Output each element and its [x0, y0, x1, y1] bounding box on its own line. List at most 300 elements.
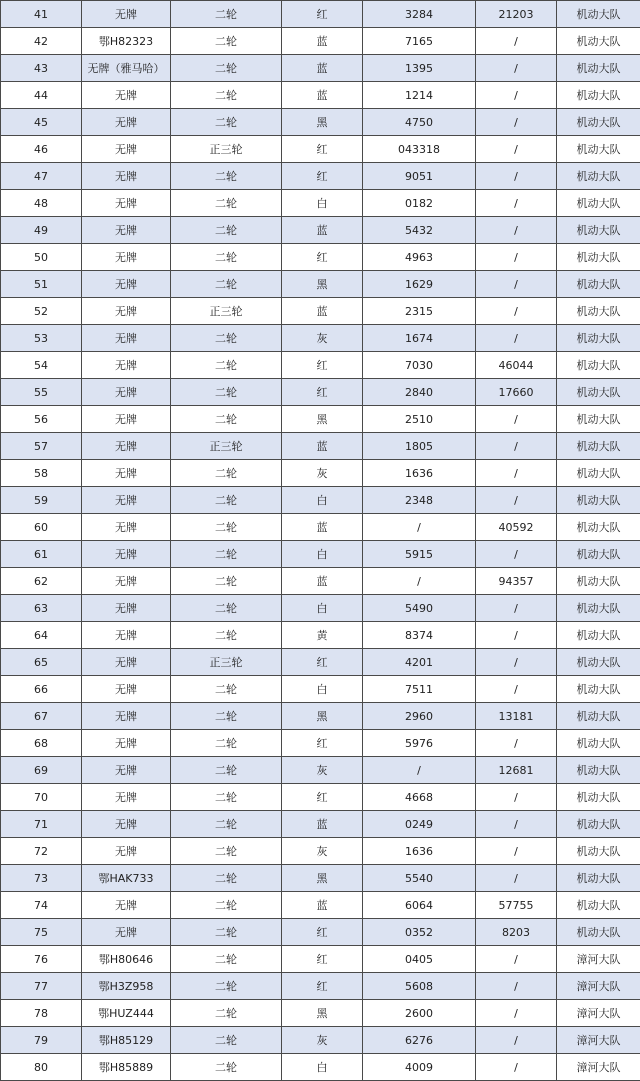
plate-number-cell: 无牌 [82, 838, 171, 865]
vehicle-color-cell: 蓝 [282, 568, 363, 595]
frame-number-cell: / [476, 163, 557, 190]
table-row [1, 568, 640, 595]
table-row [1, 271, 640, 298]
engine-number-cell: 1636 [363, 460, 476, 487]
engine-number-cell: 0405 [363, 946, 476, 973]
frame-number-cell: / [476, 622, 557, 649]
engine-number-cell: 5540 [363, 865, 476, 892]
vehicle-color-cell: 灰 [282, 838, 363, 865]
engine-number-cell: 5976 [363, 730, 476, 757]
row-number-cell: 54 [1, 352, 82, 379]
unit-name-cell: 机动大队 [557, 82, 640, 109]
engine-number-cell: 5432 [363, 217, 476, 244]
engine-number-cell: 2315 [363, 298, 476, 325]
vehicle-color-cell: 蓝 [282, 433, 363, 460]
vehicle-type-cell: 二轮 [171, 55, 282, 82]
vehicle-type-cell: 二轮 [171, 811, 282, 838]
plate-number-cell: 无牌 [82, 460, 171, 487]
engine-number-cell: 5915 [363, 541, 476, 568]
table-row [1, 352, 640, 379]
unit-name-cell: 机动大队 [557, 352, 640, 379]
table-row [1, 730, 640, 757]
vehicle-type-cell: 正三轮 [171, 136, 282, 163]
unit-name-cell: 漳河大队 [557, 973, 640, 1000]
plate-number-cell: 无牌 [82, 433, 171, 460]
engine-number-cell: 4668 [363, 784, 476, 811]
engine-number-cell: 2840 [363, 379, 476, 406]
vehicle-type-cell: 二轮 [171, 406, 282, 433]
engine-number-cell: 1805 [363, 433, 476, 460]
plate-number-cell: 鄂HUZ444 [82, 1000, 171, 1027]
row-number-cell: 65 [1, 649, 82, 676]
row-number-cell: 59 [1, 487, 82, 514]
table-row [1, 703, 640, 730]
vehicle-type-cell: 二轮 [171, 28, 282, 55]
vehicle-color-cell: 红 [282, 379, 363, 406]
frame-number-cell: 40592 [476, 514, 557, 541]
table-row [1, 757, 640, 784]
row-number-cell: 64 [1, 622, 82, 649]
table-row [1, 676, 640, 703]
vehicle-color-cell: 白 [282, 541, 363, 568]
table-row [1, 1, 640, 28]
vehicle-color-cell: 蓝 [282, 82, 363, 109]
frame-number-cell: / [476, 973, 557, 1000]
unit-name-cell: 机动大队 [557, 730, 640, 757]
engine-number-cell: 1629 [363, 271, 476, 298]
unit-name-cell: 机动大队 [557, 379, 640, 406]
vehicle-type-cell: 二轮 [171, 379, 282, 406]
engine-number-cell: 7511 [363, 676, 476, 703]
plate-number-cell: 无牌 [82, 757, 171, 784]
engine-number-cell: 1674 [363, 325, 476, 352]
vehicle-type-cell: 二轮 [171, 325, 282, 352]
engine-number-cell: 0182 [363, 190, 476, 217]
row-number-cell: 72 [1, 838, 82, 865]
unit-name-cell: 机动大队 [557, 460, 640, 487]
table-row [1, 487, 640, 514]
table-row [1, 1027, 640, 1054]
vehicle-color-cell: 红 [282, 973, 363, 1000]
frame-number-cell: / [476, 1054, 557, 1081]
vehicle-type-cell: 二轮 [171, 757, 282, 784]
engine-number-cell: 1395 [363, 55, 476, 82]
table-row [1, 919, 640, 946]
plate-number-cell: 鄂HAK733 [82, 865, 171, 892]
row-number-cell: 66 [1, 676, 82, 703]
frame-number-cell: / [476, 298, 557, 325]
vehicle-color-cell: 蓝 [282, 28, 363, 55]
vehicle-type-cell: 二轮 [171, 703, 282, 730]
table-row [1, 433, 640, 460]
vehicle-type-cell: 二轮 [171, 1000, 282, 1027]
row-number-cell: 58 [1, 460, 82, 487]
engine-number-cell: 8374 [363, 622, 476, 649]
vehicle-type-cell: 二轮 [171, 163, 282, 190]
vehicle-type-cell: 二轮 [171, 487, 282, 514]
frame-number-cell: / [476, 946, 557, 973]
table-row [1, 865, 640, 892]
vehicle-color-cell: 红 [282, 730, 363, 757]
frame-number-cell: / [476, 649, 557, 676]
engine-number-cell: 0352 [363, 919, 476, 946]
table-row [1, 82, 640, 109]
unit-name-cell: 机动大队 [557, 595, 640, 622]
vehicle-type-cell: 二轮 [171, 892, 282, 919]
plate-number-cell: 无牌 [82, 919, 171, 946]
row-number-cell: 78 [1, 1000, 82, 1027]
row-number-cell: 71 [1, 811, 82, 838]
vehicle-type-cell: 二轮 [171, 460, 282, 487]
table-row [1, 811, 640, 838]
frame-number-cell: / [476, 109, 557, 136]
vehicle-type-cell: 二轮 [171, 568, 282, 595]
table-row [1, 784, 640, 811]
plate-number-cell: 无牌 [82, 784, 171, 811]
row-number-cell: 52 [1, 298, 82, 325]
vehicle-color-cell: 红 [282, 136, 363, 163]
row-number-cell: 55 [1, 379, 82, 406]
vehicle-color-cell: 黑 [282, 1000, 363, 1027]
unit-name-cell: 机动大队 [557, 892, 640, 919]
vehicle-color-cell: 蓝 [282, 811, 363, 838]
frame-number-cell: 8203 [476, 919, 557, 946]
engine-number-cell: 4750 [363, 109, 476, 136]
engine-number-cell: 2510 [363, 406, 476, 433]
table-row [1, 838, 640, 865]
frame-number-cell: / [476, 271, 557, 298]
vehicle-color-cell: 白 [282, 1054, 363, 1081]
row-number-cell: 69 [1, 757, 82, 784]
engine-number-cell: 1214 [363, 82, 476, 109]
vehicle-type-cell: 二轮 [171, 109, 282, 136]
plate-number-cell: 鄂H82323 [82, 28, 171, 55]
row-number-cell: 45 [1, 109, 82, 136]
engine-number-cell: 4201 [363, 649, 476, 676]
row-number-cell: 76 [1, 946, 82, 973]
table-row [1, 514, 640, 541]
vehicle-type-cell: 二轮 [171, 865, 282, 892]
row-number-cell: 73 [1, 865, 82, 892]
unit-name-cell: 漳河大队 [557, 946, 640, 973]
row-number-cell: 68 [1, 730, 82, 757]
engine-number-cell: 5608 [363, 973, 476, 1000]
plate-number-cell: 鄂H85129 [82, 1027, 171, 1054]
table-row [1, 1000, 640, 1027]
plate-number-cell: 鄂H80646 [82, 946, 171, 973]
row-number-cell: 47 [1, 163, 82, 190]
vehicle-type-cell: 二轮 [171, 217, 282, 244]
vehicle-color-cell: 蓝 [282, 217, 363, 244]
vehicle-type-cell: 正三轮 [171, 433, 282, 460]
frame-number-cell: / [476, 82, 557, 109]
unit-name-cell: 机动大队 [557, 541, 640, 568]
frame-number-cell: / [476, 406, 557, 433]
plate-number-cell: 无牌 [82, 595, 171, 622]
engine-number-cell: 6064 [363, 892, 476, 919]
engine-number-cell: 2348 [363, 487, 476, 514]
plate-number-cell: 无牌 [82, 568, 171, 595]
vehicle-type-cell: 二轮 [171, 514, 282, 541]
plate-number-cell: 无牌 [82, 622, 171, 649]
vehicle-color-cell: 灰 [282, 460, 363, 487]
table-row [1, 325, 640, 352]
frame-number-cell: / [476, 244, 557, 271]
unit-name-cell: 机动大队 [557, 649, 640, 676]
engine-number-cell: / [363, 514, 476, 541]
unit-name-cell: 机动大队 [557, 784, 640, 811]
plate-number-cell: 无牌（雅马哈） [82, 55, 171, 82]
plate-number-cell: 无牌 [82, 163, 171, 190]
plate-number-cell: 鄂H85889 [82, 1054, 171, 1081]
vehicle-color-cell: 红 [282, 163, 363, 190]
unit-name-cell: 机动大队 [557, 622, 640, 649]
row-number-cell: 43 [1, 55, 82, 82]
plate-number-cell: 无牌 [82, 109, 171, 136]
frame-number-cell: / [476, 784, 557, 811]
table-row [1, 892, 640, 919]
vehicle-color-cell: 灰 [282, 1027, 363, 1054]
frame-number-cell: / [476, 1027, 557, 1054]
unit-name-cell: 机动大队 [557, 28, 640, 55]
vehicle-type-cell: 二轮 [171, 1, 282, 28]
engine-number-cell: / [363, 757, 476, 784]
vehicle-color-cell: 白 [282, 190, 363, 217]
unit-name-cell: 机动大队 [557, 244, 640, 271]
frame-number-cell: / [476, 541, 557, 568]
vehicle-type-cell: 二轮 [171, 244, 282, 271]
row-number-cell: 42 [1, 28, 82, 55]
vehicle-type-cell: 二轮 [171, 973, 282, 1000]
vehicle-color-cell: 红 [282, 352, 363, 379]
table-row [1, 595, 640, 622]
frame-number-cell: / [476, 811, 557, 838]
row-number-cell: 53 [1, 325, 82, 352]
vehicle-color-cell: 灰 [282, 757, 363, 784]
table-body [1, 1, 640, 1081]
frame-number-cell: / [476, 595, 557, 622]
unit-name-cell: 机动大队 [557, 433, 640, 460]
engine-number-cell: 3284 [363, 1, 476, 28]
unit-name-cell: 机动大队 [557, 217, 640, 244]
frame-number-cell: / [476, 433, 557, 460]
frame-number-cell: / [476, 28, 557, 55]
vehicle-type-cell: 二轮 [171, 271, 282, 298]
plate-number-cell: 无牌 [82, 892, 171, 919]
row-number-cell: 67 [1, 703, 82, 730]
frame-number-cell: 13181 [476, 703, 557, 730]
frame-number-cell: / [476, 730, 557, 757]
vehicle-color-cell: 黑 [282, 109, 363, 136]
table-row [1, 622, 640, 649]
table-row [1, 136, 640, 163]
vehicle-color-cell: 白 [282, 676, 363, 703]
row-number-cell: 75 [1, 919, 82, 946]
engine-number-cell: 5490 [363, 595, 476, 622]
vehicle-type-cell: 二轮 [171, 919, 282, 946]
unit-name-cell: 机动大队 [557, 190, 640, 217]
frame-number-cell: / [476, 487, 557, 514]
vehicle-color-cell: 红 [282, 649, 363, 676]
engine-number-cell: 043318 [363, 136, 476, 163]
unit-name-cell: 机动大队 [557, 703, 640, 730]
row-number-cell: 63 [1, 595, 82, 622]
vehicle-color-cell: 白 [282, 487, 363, 514]
vehicle-color-cell: 蓝 [282, 892, 363, 919]
frame-number-cell: / [476, 838, 557, 865]
unit-name-cell: 漳河大队 [557, 1000, 640, 1027]
vehicle-color-cell: 红 [282, 919, 363, 946]
row-number-cell: 70 [1, 784, 82, 811]
vehicle-color-cell: 白 [282, 595, 363, 622]
plate-number-cell: 无牌 [82, 649, 171, 676]
vehicle-type-cell: 二轮 [171, 595, 282, 622]
row-number-cell: 80 [1, 1054, 82, 1081]
table-row [1, 217, 640, 244]
frame-number-cell: / [476, 217, 557, 244]
engine-number-cell: 4009 [363, 1054, 476, 1081]
unit-name-cell: 机动大队 [557, 406, 640, 433]
frame-number-cell: / [476, 55, 557, 82]
plate-number-cell: 无牌 [82, 730, 171, 757]
table-row [1, 649, 640, 676]
unit-name-cell: 机动大队 [557, 109, 640, 136]
table-row [1, 55, 640, 82]
vehicle-type-cell: 二轮 [171, 1027, 282, 1054]
row-number-cell: 48 [1, 190, 82, 217]
table-row [1, 973, 640, 1000]
plate-number-cell: 无牌 [82, 190, 171, 217]
vehicle-color-cell: 红 [282, 946, 363, 973]
vehicle-type-cell: 二轮 [171, 1054, 282, 1081]
unit-name-cell: 机动大队 [557, 1, 640, 28]
plate-number-cell: 无牌 [82, 541, 171, 568]
vehicle-type-cell: 正三轮 [171, 298, 282, 325]
engine-number-cell: 0249 [363, 811, 476, 838]
unit-name-cell: 机动大队 [557, 136, 640, 163]
plate-number-cell: 无牌 [82, 811, 171, 838]
vehicle-color-cell: 黑 [282, 271, 363, 298]
table-row [1, 298, 640, 325]
plate-number-cell: 无牌 [82, 298, 171, 325]
row-number-cell: 44 [1, 82, 82, 109]
table-row [1, 406, 640, 433]
vehicle-type-cell: 二轮 [171, 838, 282, 865]
vehicle-type-cell: 二轮 [171, 541, 282, 568]
engine-number-cell: 9051 [363, 163, 476, 190]
plate-number-cell: 无牌 [82, 676, 171, 703]
plate-number-cell: 无牌 [82, 325, 171, 352]
frame-number-cell: / [476, 676, 557, 703]
row-number-cell: 49 [1, 217, 82, 244]
frame-number-cell: 57755 [476, 892, 557, 919]
plate-number-cell: 无牌 [82, 487, 171, 514]
unit-name-cell: 机动大队 [557, 919, 640, 946]
plate-number-cell: 无牌 [82, 379, 171, 406]
row-number-cell: 41 [1, 1, 82, 28]
row-number-cell: 62 [1, 568, 82, 595]
table-row [1, 379, 640, 406]
vehicle-type-cell: 二轮 [171, 352, 282, 379]
unit-name-cell: 机动大队 [557, 838, 640, 865]
vehicle-type-cell: 二轮 [171, 622, 282, 649]
vehicle-type-cell: 二轮 [171, 190, 282, 217]
row-number-cell: 77 [1, 973, 82, 1000]
unit-name-cell: 机动大队 [557, 811, 640, 838]
vehicle-color-cell: 蓝 [282, 298, 363, 325]
vehicle-color-cell: 红 [282, 784, 363, 811]
engine-number-cell: 6276 [363, 1027, 476, 1054]
plate-number-cell: 无牌 [82, 1, 171, 28]
unit-name-cell: 机动大队 [557, 865, 640, 892]
unit-name-cell: 机动大队 [557, 487, 640, 514]
row-number-cell: 74 [1, 892, 82, 919]
unit-name-cell: 机动大队 [557, 568, 640, 595]
vehicle-color-cell: 黑 [282, 703, 363, 730]
table-row [1, 946, 640, 973]
engine-number-cell: / [363, 568, 476, 595]
row-number-cell: 79 [1, 1027, 82, 1054]
table-row [1, 109, 640, 136]
plate-number-cell: 无牌 [82, 136, 171, 163]
vehicle-color-cell: 灰 [282, 325, 363, 352]
unit-name-cell: 机动大队 [557, 55, 640, 82]
unit-name-cell: 漳河大队 [557, 1027, 640, 1054]
unit-name-cell: 漳河大队 [557, 1054, 640, 1081]
plate-number-cell: 无牌 [82, 352, 171, 379]
engine-number-cell: 1636 [363, 838, 476, 865]
frame-number-cell: 46044 [476, 352, 557, 379]
row-number-cell: 56 [1, 406, 82, 433]
frame-number-cell: 94357 [476, 568, 557, 595]
row-number-cell: 60 [1, 514, 82, 541]
unit-name-cell: 机动大队 [557, 163, 640, 190]
unit-name-cell: 机动大队 [557, 514, 640, 541]
row-number-cell: 57 [1, 433, 82, 460]
plate-number-cell: 无牌 [82, 703, 171, 730]
table-row [1, 460, 640, 487]
vehicle-type-cell: 二轮 [171, 730, 282, 757]
frame-number-cell: / [476, 1000, 557, 1027]
table-row [1, 28, 640, 55]
vehicle-type-cell: 正三轮 [171, 649, 282, 676]
table-row [1, 541, 640, 568]
frame-number-cell: 17660 [476, 379, 557, 406]
plate-number-cell: 无牌 [82, 271, 171, 298]
row-number-cell: 61 [1, 541, 82, 568]
plate-number-cell: 无牌 [82, 82, 171, 109]
table-row [1, 163, 640, 190]
vehicle-color-cell: 红 [282, 244, 363, 271]
frame-number-cell: / [476, 136, 557, 163]
frame-number-cell: 21203 [476, 1, 557, 28]
unit-name-cell: 机动大队 [557, 325, 640, 352]
vehicle-color-cell: 黄 [282, 622, 363, 649]
plate-number-cell: 无牌 [82, 217, 171, 244]
vehicle-color-cell: 黑 [282, 865, 363, 892]
table-row [1, 244, 640, 271]
row-number-cell: 50 [1, 244, 82, 271]
engine-number-cell: 4963 [363, 244, 476, 271]
vehicle-color-cell: 红 [282, 1, 363, 28]
plate-number-cell: 无牌 [82, 514, 171, 541]
vehicle-color-cell: 蓝 [282, 514, 363, 541]
frame-number-cell: / [476, 325, 557, 352]
engine-number-cell: 2600 [363, 1000, 476, 1027]
frame-number-cell: 12681 [476, 757, 557, 784]
vehicle-type-cell: 二轮 [171, 946, 282, 973]
vehicle-color-cell: 蓝 [282, 55, 363, 82]
